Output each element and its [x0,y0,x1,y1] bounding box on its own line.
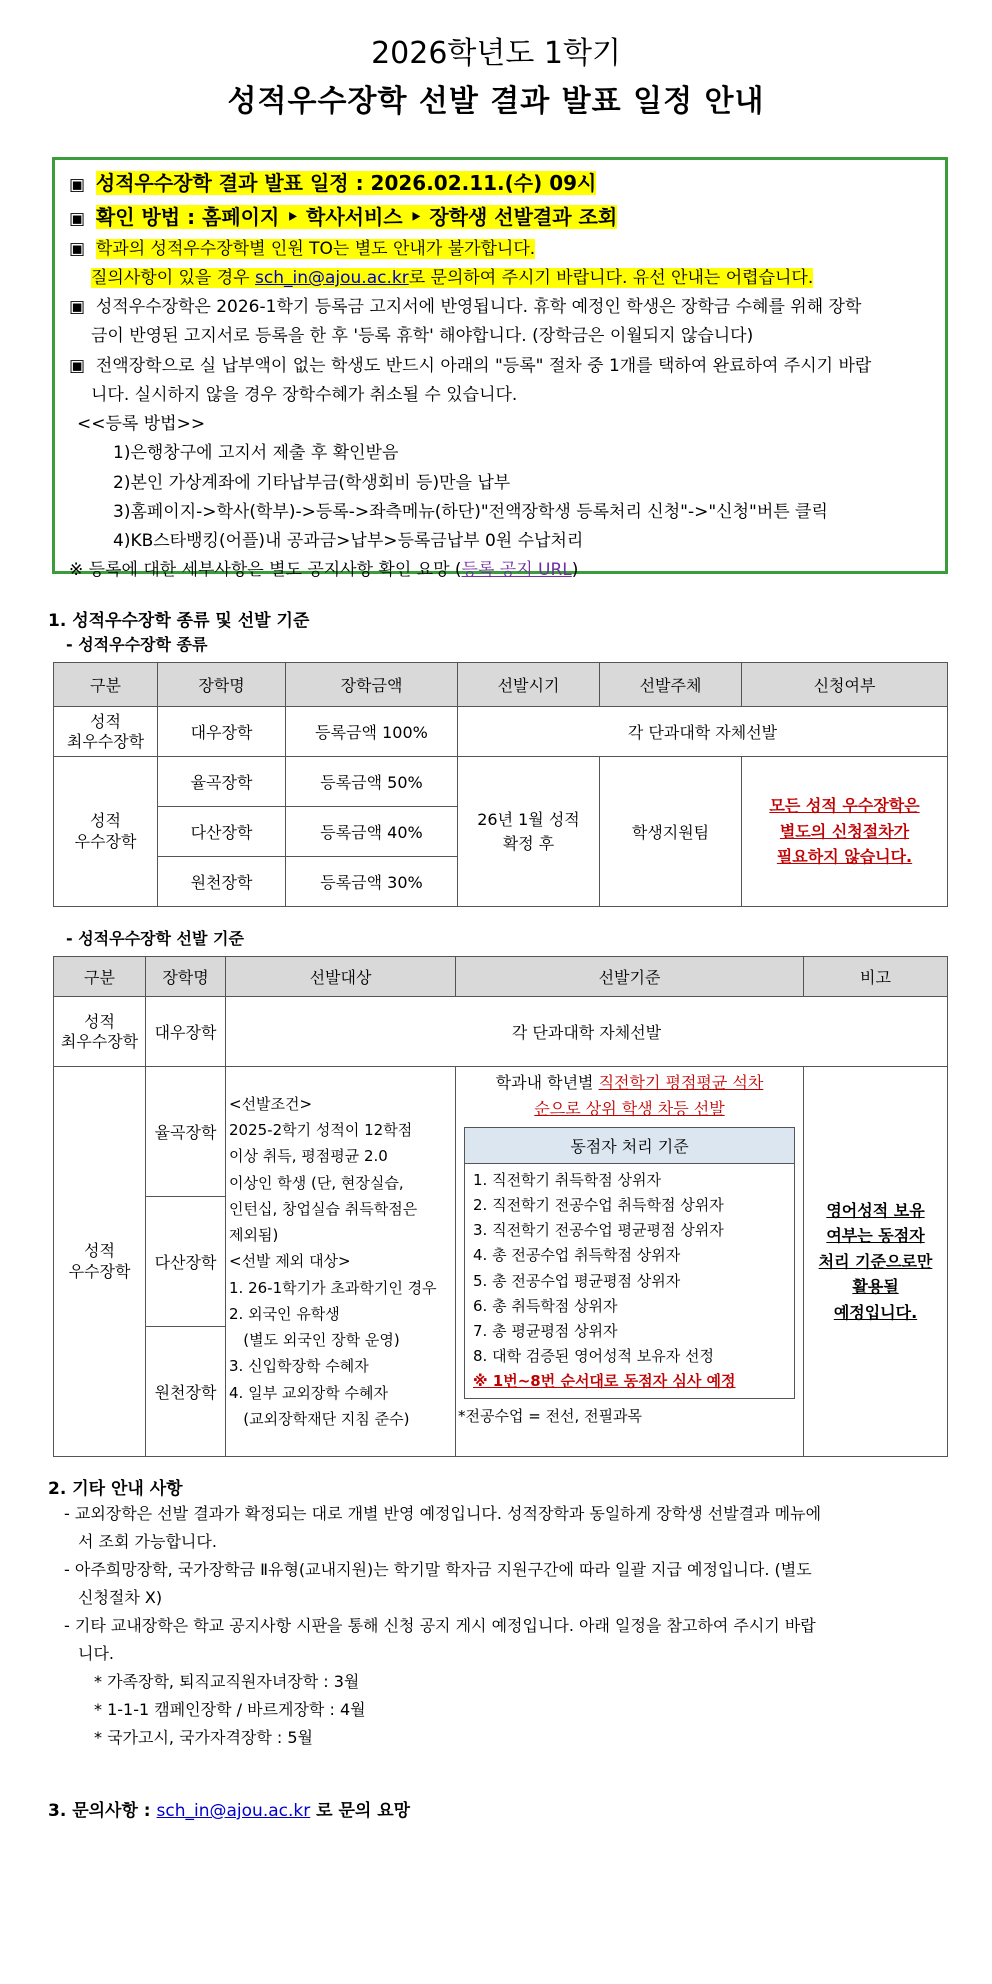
notice-item-register-cont: 니다. 실시하지 않을 경우 장학수혜가 취소될 수 있습니다. [91,384,518,405]
title-main: 성적우수장학 선발 결과 발표 일정 안내 [227,84,765,119]
bullet-icon: ▣ [69,238,86,259]
table-cell: 각 단과대학 자체선발 [226,997,948,1067]
table-header-row [54,663,948,707]
tie-break-title: 동점자 처리 기준 [465,1128,794,1164]
section1-sub2: - 성적우수장학 선발 기준 [66,929,244,948]
selection-criteria-cell: 학과내 학년별 직전학기 평점평균 석차 순으로 상위 학생 차등 선발 동점자 처리 기준 1. 직전학기 취득학점 상위자 2. 직전학기 전공수업 취득학점 상위자 3. 직전학기 전공수업 평균평점 상위자 4. 총 전공수업 취득학점 상위자 5. 총 전공수업 평균평점 상위자 6. 총 취득학점 상위자 7. 총 평균평점 상위자 8. 대학 검증된 영어성적 보유자 선정 ※ 1번~8번 순서대로 동점자 심사 예정 *전공수업 = 전선, 전필과목 [456,1067,804,1457]
bullet-icon: ▣ [69,297,86,318]
tie-break-list: 1. 직전학기 취득학점 상위자 2. 직전학기 전공수업 취득학점 상위자 3. 직전학기 전공수업 평균평점 상위자 4. 총 전공수업 취득학점 상위자 5. 총 전공수업 평균평점 상위자 6. 총 취득학점 상위자 7. 총 평균평점 상위자 8. 대학 검증된 영어성적 보유자 선정 ※ 1번~8번 순서대로 동점자 심사 예정 [473,1170,736,1391]
table-cell: 율곡장학 [146,1067,226,1197]
table-cell: 다산장학 [146,1197,226,1327]
table-cell: 율곡장학 [158,757,286,807]
tie-break-box [464,1127,795,1400]
table-header: 구분 [54,663,158,707]
section1-sub1: - 성적우수장학 종류 [66,635,208,654]
notice-item-bill: ▣ 성적우수장학은 2026-1학기 등록금 고지서에 반영됩니다. 휴학 예정인 학생은 장학금 수혜를 위해 장학 [69,297,862,318]
table-cell: 학생지원팀 [600,757,742,907]
notice-item-bill-cont: 금이 반영된 고지서로 등록을 한 후 '등록 휴학' 해야합니다. (장학금은 이월되지 않습니다) [91,326,754,347]
table-cell: 등록금액 100% [286,707,458,757]
table-header: 구분 [54,957,146,997]
table-row [54,997,948,1067]
notice-box [52,157,948,581]
table-header: 비고 [804,957,948,997]
bullet-icon: ▣ [69,209,86,230]
table-cell: 대우장학 [146,997,226,1067]
method-item: 1)은행창구에 고지서 제출 후 확인받음 [113,443,399,464]
method-item: 2)본인 가상계좌에 기타납부금(학생회비 등)만을 납부 [113,472,511,493]
notice-item-method: ▣ 확인 방법 : 홈페이지 ‣ 학사서비스 ‣ 장학생 선발결과 조회 [69,205,618,230]
table-cell: 성적 최우수장학 [54,997,146,1067]
table-header: 선발주체 [600,663,742,707]
table-header: 장학금액 [286,663,458,707]
table-row [54,707,948,757]
section1-title: 1. 성적우수장학 종류 및 선발 기준 [48,611,310,631]
table-cell: 성적 최우수장학 [54,707,158,757]
notice-note: ※ 등록에 대한 세부사항은 별도 공지사항 확인 요망 (등록 공지 URL) [69,560,579,581]
table-cell: 모든 성적 우수장학은 별도의 신청절차가 필요하지 않습니다. [742,757,948,907]
table-cell: 등록금액 50% [286,757,458,807]
section2-body: - 교외장학은 선발 결과가 확정되는 대로 개별 반영 예정입니다. 성적장학과 동일하게 장학생 선발결과 메뉴에 서 조회 가능합니다. - 아주희망장학, 국가장학금 Ⅱ유형(교내지원)는 학기말 학자금 지원구간에 따라 일괄 지급 예정입니다. (별도 신청절차 X) - 기타 교내장학은 학교 공지사항 시판을 통해 신청 공지 게시 예정입니다. 아래 일정을 참고하여 주시기 바랍 니다. * 가족장학, 퇴직교직원자녀장학 : 3월 * 1-1-1 캠페인장학 / 바르게장학 : 4월 * 국가고시, 국가자격장학 : 5월 [64,1504,822,1747]
method-title: <<등록 방법>> [77,414,206,435]
table-header: 신청여부 [742,663,948,707]
email-link[interactable]: sch_in@ajou.ac.kr [255,268,409,289]
method-item: 4)KB스타뱅킹(어플)내 공과금>납부>등록금납부 0원 수납처리 [113,531,584,552]
table-cell: 원천장학 [146,1327,226,1457]
bullet-icon: ▣ [69,355,86,376]
section3-contact: 3. 문의사항 : sch_in@ajou.ac.kr 로 문의 요망 [48,1801,411,1821]
bullet-icon: ▣ [69,175,86,195]
notice-item-contact: 질의사항이 있을 경우 sch_in@ajou.ac.kr로 문의하여 주시기 바랍니다. 유선 안내는 어렵습니다. [91,268,814,289]
table-header: 선발시기 [458,663,600,707]
selection-target-cell: <선발조건> 2025-2학기 성적이 12학점 이상 취득, 평점평균 2.0 이상인 학생 (단, 현장실습, 인턴십, 창업실습 취득학점은 제외됨) <선발 제외 대상> 1. 26-1학기가 초과학기인 경우 2. 외국인 유학생 (별도 외국인 장학 운영) 3. 신입학장학 수혜자 4. 일부 교외장학 수혜자 (교외장학재단 지침 준수) [226,1067,456,1457]
table-header: 장학명 [146,957,226,997]
table-row [54,1067,948,1197]
title-year: 2026학년도 1학기 [371,36,621,71]
table-cell: 원천장학 [158,857,286,907]
remark-cell: 영어성적 보유 여부는 동점자 처리 기준으로만 활용될 예정입니다. [804,1067,948,1457]
table-cell: 다산장학 [158,807,286,857]
table-header: 장학명 [158,663,286,707]
table-cell: 각 단과대학 자체선발 [458,707,948,757]
table-row [54,757,948,807]
register-notice-link[interactable]: 등록 공지 URL [461,560,572,581]
notice-item-date: ▣ 성적우수장학 결과 발표 일정 : 2026.02.11.(수) 09시 [69,171,597,195]
selection-criteria-table [53,956,948,1457]
section2-title: 2. 기타 안내 사항 [48,1479,183,1499]
email-link[interactable]: sch_in@ajou.ac.kr [156,1801,311,1821]
notice-item-to: ▣ 학과의 성적우수장학별 인원 TO는 별도 안내가 불가합니다. [69,238,536,259]
table-cell: 등록금액 40% [286,807,458,857]
footnote: *전공수업 = 전선, 전필과목 [458,1407,643,1426]
table-cell: 대우장학 [158,707,286,757]
table-header-row [54,957,948,997]
table-cell: 성적 우수장학 [54,1067,146,1457]
notice-item-register: ▣ 전액장학으로 실 납부액이 없는 학생도 반드시 아래의 "등록" 절차 중 1개를 택하여 완료하여 주시기 바랍 [69,355,872,376]
table-cell: 26년 1월 성적 확정 후 [458,757,600,907]
scholarship-types-table [53,662,948,907]
table-cell: 성적 우수장학 [54,757,158,907]
table-header: 선발대상 [226,957,456,997]
table-header: 선발기준 [456,957,804,997]
method-item: 3)홈페이지->학사(학부)->등록->좌측메뉴(하단)"전액장학생 등록처리 신청"->"신청"버튼 클릭 [113,501,828,522]
table-cell: 등록금액 30% [286,857,458,907]
